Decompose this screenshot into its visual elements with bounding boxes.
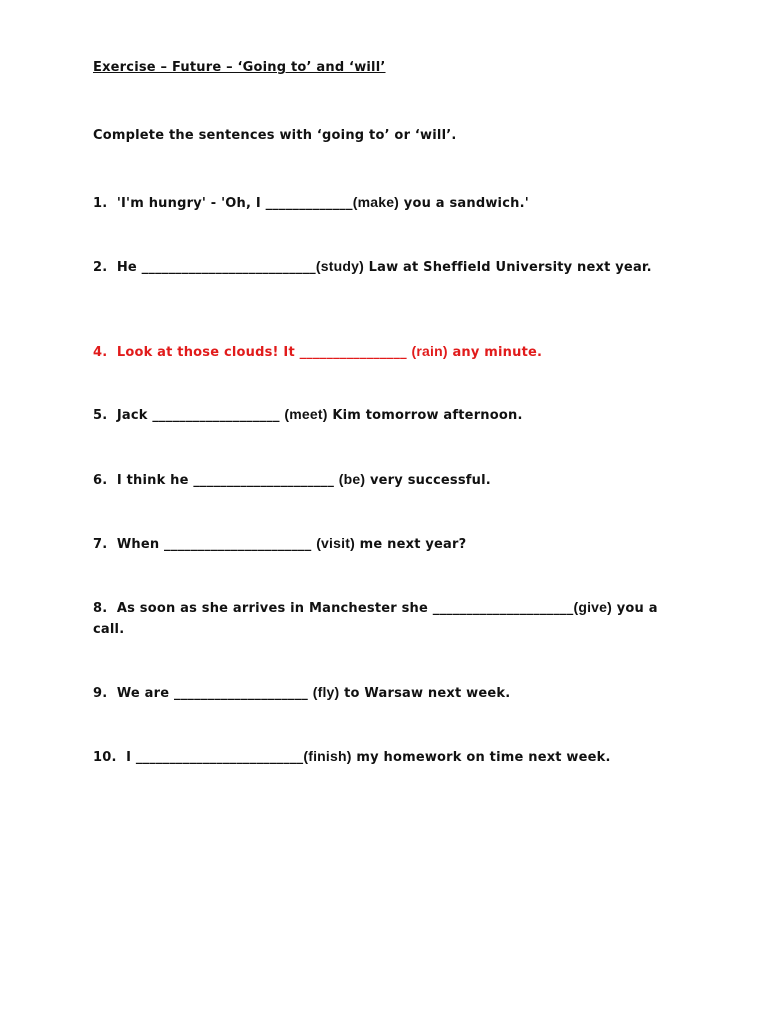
verb-hint: (study): [315, 258, 364, 274]
item-number: 8.: [93, 601, 108, 616]
verb-hint: (be): [338, 471, 366, 487]
item-text-after: me next year?: [354, 537, 467, 552]
verb-hint: (fly): [312, 684, 340, 700]
item-number: 9.: [93, 686, 108, 701]
exercise-item-10: [93, 746, 673, 768]
item-text-before: Look at those clouds! It: [116, 345, 300, 360]
item-number: 6.: [93, 473, 108, 488]
verb-hint: (make): [352, 194, 400, 210]
item-text-before: I think he: [116, 473, 194, 488]
verb-hint: (meet): [284, 406, 328, 422]
verb-hint: (rain): [411, 343, 448, 359]
item-text-before: Jack: [116, 408, 153, 423]
answer-blank: ______________________: [164, 537, 317, 552]
item-text-before: 'I'm hungry' - 'Oh, I: [116, 196, 266, 211]
item-text-before: He: [116, 260, 142, 275]
answer-blank: _________________________: [135, 750, 304, 765]
item-text-after: to Warsaw next week.: [339, 686, 511, 701]
exercise-item-1: [93, 192, 673, 214]
item-number: 1.: [93, 196, 108, 211]
exercise-item-7: [93, 533, 673, 555]
item-text-before: We are: [116, 686, 174, 701]
exercise-item-5: [93, 404, 673, 426]
exercise-item-6: [93, 469, 673, 491]
item-text-after: Law at Sheffield University next year.: [363, 260, 652, 275]
item-text-after: very successful.: [365, 473, 491, 488]
item-text-after: you a call.: [93, 601, 658, 637]
answer-blank: ________________: [299, 345, 412, 360]
item-text-before: As soon as she arrives in Manchester she: [116, 601, 433, 616]
exercise-item-4: [93, 341, 673, 363]
answer-blank: _____________: [265, 196, 353, 211]
item-text-before: I: [126, 750, 136, 765]
answer-blank: _____________________: [193, 473, 339, 488]
item-number: 4.: [93, 345, 108, 360]
item-text-after: you a sandwich.': [399, 196, 529, 211]
verb-hint: (finish): [303, 748, 352, 764]
item-number: 7.: [93, 537, 108, 552]
item-number: 10.: [93, 750, 117, 765]
verb-hint: (give): [573, 599, 612, 615]
exercise-item-2: [93, 256, 673, 278]
instruction-text: Complete the sentences with ‘going to’ or ‘will’.: [93, 128, 457, 143]
page-title: Exercise – Future – ‘Going to’ and ‘will’: [93, 60, 386, 75]
answer-blank: __________________________: [141, 260, 316, 275]
item-text-after: Kim tomorrow afternoon.: [327, 408, 523, 423]
verb-hint: (visit): [316, 535, 355, 551]
answer-blank: _____________________: [432, 601, 574, 616]
exercise-item-8: [93, 597, 673, 640]
item-number: 2.: [93, 260, 108, 275]
item-number: 5.: [93, 408, 108, 423]
answer-blank: ___________________: [152, 408, 285, 423]
item-text-after: my homework on time next week.: [351, 750, 611, 765]
item-text-before: When: [116, 537, 165, 552]
answer-blank: ____________________: [174, 686, 313, 701]
item-text-after: any minute.: [447, 345, 543, 360]
exercise-item-9: [93, 682, 673, 704]
